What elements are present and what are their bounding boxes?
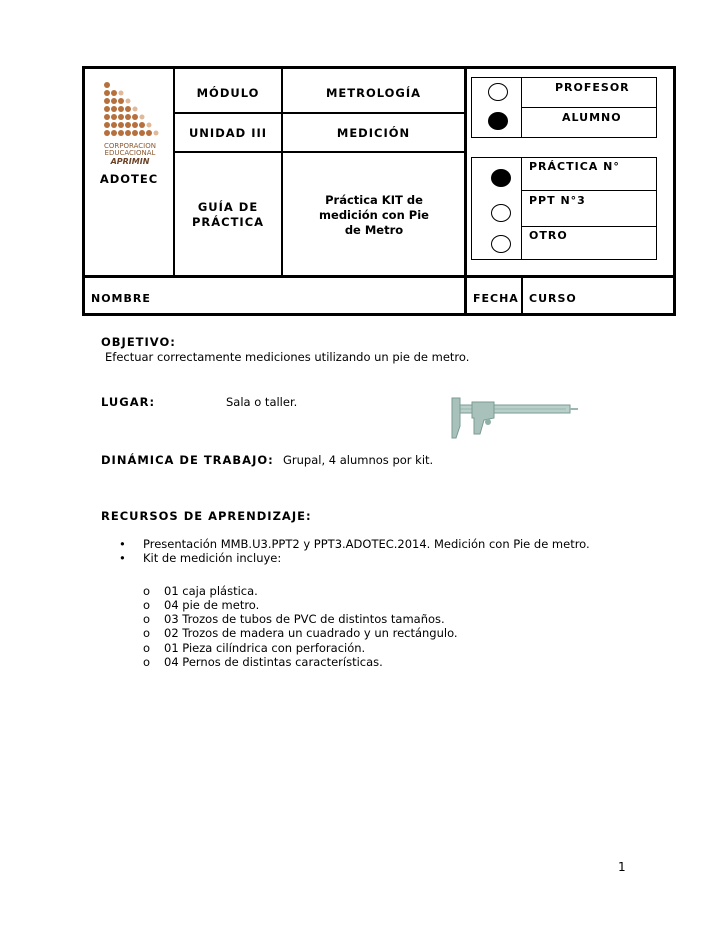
list-item: 01 Pieza cilíndrica con perforación.: [164, 641, 366, 655]
otro-radio[interactable]: [491, 235, 511, 253]
logo-line1: CORPORACION: [104, 142, 156, 150]
logo-line2: EDUCACIONAL: [104, 149, 156, 157]
objetivo-text: Efectuar correctamente mediciones utilizando un pie de metro.: [105, 350, 470, 364]
sub-bullet: o: [143, 641, 151, 655]
list-item: 04 Pernos de distintas características.: [164, 655, 383, 669]
sub-bullet: o: [143, 655, 151, 669]
objetivo-label: OBJETIVO:: [101, 335, 176, 349]
modulo-value: METROLOGÍA: [325, 86, 422, 100]
sub-bullet: o: [143, 626, 151, 640]
sub-bullet: o: [143, 598, 151, 612]
curso-label: CURSO: [529, 292, 577, 305]
logo-graphic: [99, 79, 161, 139]
ppt-label: PPT N°3: [529, 194, 586, 207]
guia-label: GUÍA DE PRÁCTICA: [191, 200, 265, 229]
practica-label: PRÁCTICA N°: [529, 160, 620, 173]
lugar-label: LUGAR:: [101, 395, 156, 409]
page-number: 1: [618, 860, 626, 874]
alumno-radio[interactable]: [488, 112, 508, 130]
profesor-radio[interactable]: [488, 83, 508, 101]
profesor-label: PROFESOR: [555, 81, 630, 94]
otro-label: OTRO: [529, 229, 568, 242]
nombre-label: NOMBRE: [91, 292, 151, 305]
bullet-dot: •: [119, 537, 126, 551]
sub-bullet: o: [143, 612, 151, 626]
caliper-image: [446, 396, 580, 442]
ppt-radio[interactable]: [491, 204, 511, 222]
unidad-label: UNIDAD III: [188, 126, 268, 140]
list-item: 02 Trozos de madera un cuadrado y un rectángulo.: [164, 626, 458, 640]
list-item: 03 Trozos de tubos de PVC de distintos tamaños.: [164, 612, 445, 626]
bullet-dot: •: [119, 551, 126, 565]
list-item: 04 pie de metro.: [164, 598, 260, 612]
header-table: [82, 66, 676, 316]
lugar-text: Sala o taller.: [226, 395, 298, 409]
list-item: 01 caja plástica.: [164, 584, 258, 598]
dinamica-label: DINÁMICA DE TRABAJO:: [101, 453, 274, 467]
list-item: Kit de medición incluye:: [143, 551, 282, 565]
modulo-label: MÓDULO: [196, 86, 260, 100]
sub-bullet: o: [143, 584, 151, 598]
list-item: Presentación MMB.U3.PPT2 y PPT3.ADOTEC.2014. Medición con Pie de metro.: [143, 537, 590, 551]
org-name: ADOTEC: [99, 172, 159, 186]
unidad-value: MEDICIÓN: [336, 126, 411, 140]
logo-line3: APRIMIN: [110, 157, 150, 166]
recursos-label: RECURSOS DE APRENDIZAJE:: [101, 509, 312, 523]
fecha-label: FECHA: [473, 292, 519, 305]
practica-radio[interactable]: [491, 169, 511, 187]
alumno-label: ALUMNO: [562, 111, 622, 124]
dinamica-text: Grupal, 4 alumnos por kit.: [283, 453, 434, 467]
guia-value: Práctica KIT de medición con Pie de Metro: [319, 193, 429, 237]
logo: [99, 79, 161, 166]
